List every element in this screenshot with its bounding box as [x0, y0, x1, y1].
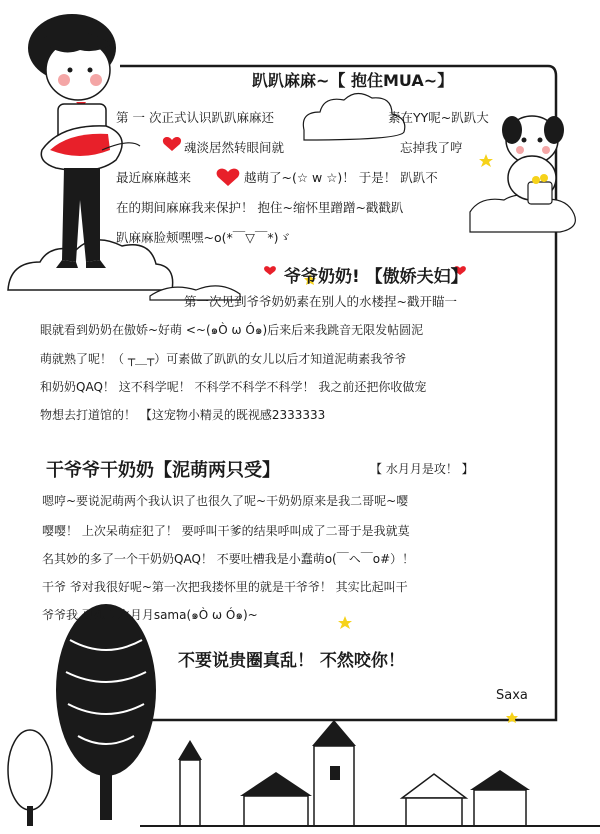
house-illustration	[140, 720, 600, 826]
star-icon	[304, 154, 518, 723]
section3-line: 干爷 爷对我很好呢~第一次把我搂怀里的就是干爷爷！ 其实比起叫干	[42, 580, 408, 594]
section3-note: 【 水月月是攻！ 】	[370, 462, 474, 476]
section3-line: 爷爷我 更想叫水月月sama(๑Ò ω Ó๑)~	[42, 608, 258, 622]
section2-line: 物想去打道馆的！ 【这宠物小精灵的既视感2333333	[40, 408, 326, 422]
section2-line: 眼就看到奶奶在傲娇~好萌 <~(๑Ò ω Ó๑)后来后来我跳音无限发帖圆泥	[40, 323, 424, 337]
section1-line: 忘掉我了哼	[400, 140, 463, 155]
section3-title: 干爷爷干奶奶【泥萌两只受】	[46, 460, 280, 481]
section3-line: 嘤嘤！ 上次呆萌症犯了！ 要呼叫干爹的结果呼叫成了二哥于是我就莫	[42, 524, 410, 538]
section1-title: 趴趴麻麻~【 抱住MUA~】	[252, 71, 454, 90]
section2-line: 和奶奶QAQ！ 这不科学呢！ 不科学不科学不科学！ 我之前还把你收做宠	[40, 380, 427, 394]
section1-line: 素在YY呢~趴趴大	[388, 110, 489, 125]
section2-line: 萌就熟了呢！（ ┬＿┬）可素做了趴趴的女儿以后才知道泥萌素我爷爷	[40, 352, 407, 366]
dog-with-bucket-illustration	[502, 116, 564, 204]
closing-line: 不要说贵圈真乱！ 不然咬你！	[178, 651, 405, 671]
section2-title: 爷爷奶奶! 【傲娇夫妇】	[284, 267, 468, 287]
section3-line: 嗯哼~要说泥萌两个我认识了也很久了呢~干奶奶原来是我二哥呢~嘤	[42, 494, 409, 508]
section1-line: 在的期间麻麻我来保护！ 抱住~缩怀里蹭蹭~戳戳趴	[116, 200, 404, 215]
section1-line: 魂淡居然转眼间就	[184, 140, 285, 155]
section3-line: 名其妙的多了一个干奶奶QAQ！ 不要吐槽我是小蠢萌o(￣ヘ￣o#）！	[42, 552, 415, 566]
section1-line: 第 一 次正式认识趴趴麻麻还	[116, 110, 274, 125]
tree-illustration	[8, 604, 156, 826]
section2-line: 第一次见到爷爷奶奶素在别人的水楼捏~戳开瞄一	[184, 294, 457, 309]
signature: Saxa	[496, 688, 528, 703]
section1-line: 趴麻麻脸颊嘿嘿~o(*￣▽￣*)ゞ	[116, 230, 291, 245]
section1-line: 最近麻麻越来	[116, 170, 192, 185]
section1-line: 越萌了~(☆ w ☆)！ 于是！ 趴趴不	[244, 170, 438, 185]
